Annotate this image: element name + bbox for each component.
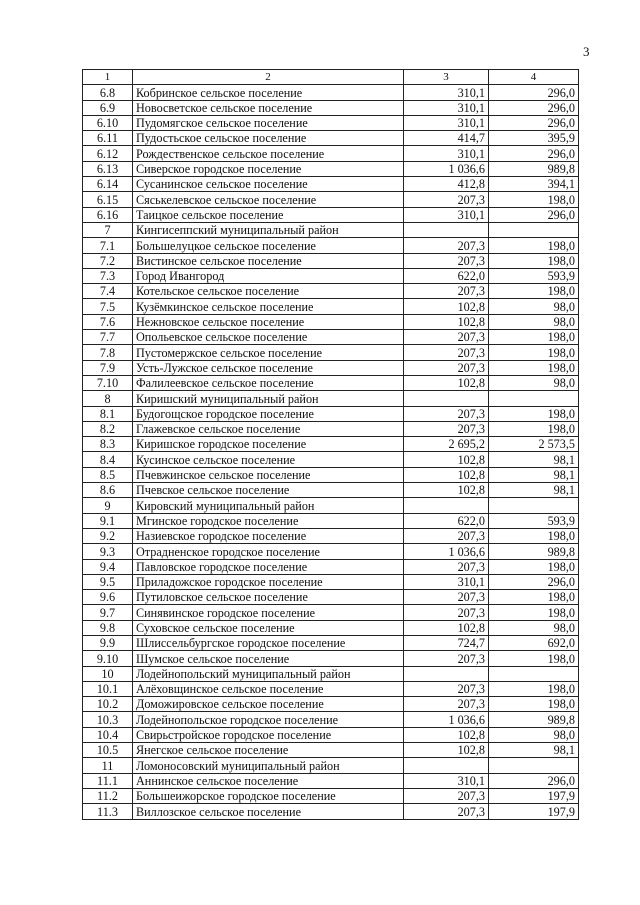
row-number-cell: 11.2 [83,788,133,803]
value-col3-cell: 207,3 [404,360,489,375]
value-col3-cell: 207,3 [404,788,489,803]
value-col4-cell: 198,0 [489,345,579,360]
settlement-name-cell: Суховское сельское поселение [133,620,404,635]
table-row [83,360,579,375]
table-row [83,375,579,390]
table-row [83,712,579,727]
table-row [83,177,579,192]
value-col3-cell: 207,3 [404,406,489,421]
settlement-name-cell: Глажевское сельское поселение [133,421,404,436]
value-col3-cell [404,666,489,681]
value-col3-cell: 310,1 [404,146,489,161]
row-number-cell: 7.10 [83,375,133,390]
row-number-cell: 9.2 [83,528,133,543]
value-col4-cell: 98,0 [489,314,579,329]
table-row [83,528,579,543]
row-number-cell: 7.1 [83,238,133,253]
table-row [83,192,579,207]
table-row [83,314,579,329]
table-row [83,284,579,299]
value-col3-cell: 207,3 [404,590,489,605]
table-header-row [83,70,579,85]
settlement-name-cell: Кингисеппский муниципальный район [133,222,404,237]
value-col3-cell: 207,3 [404,421,489,436]
value-col4-cell: 98,1 [489,483,579,498]
value-col3-cell: 102,8 [404,452,489,467]
row-number-cell: 9.10 [83,651,133,666]
value-col3-cell: 207,3 [404,651,489,666]
row-number-cell: 9 [83,498,133,513]
settlement-name-cell: Фалилеевское сельское поселение [133,375,404,390]
value-col4-cell: 98,1 [489,743,579,758]
row-number-cell: 7.9 [83,360,133,375]
value-col3-cell: 207,3 [404,345,489,360]
settlement-name-cell: Кировский муниципальный район [133,498,404,513]
row-number-cell: 9.8 [83,620,133,635]
value-col4-cell: 198,0 [489,590,579,605]
table-row [83,620,579,635]
settlement-name-cell: Новосветское сельское поселение [133,100,404,115]
row-number-cell: 10.4 [83,727,133,742]
settlement-name-cell: Лодейнопольское городское поселение [133,712,404,727]
value-col4-cell: 692,0 [489,635,579,650]
value-col4-cell: 198,0 [489,559,579,574]
table-row [83,635,579,650]
value-col4-cell: 989,8 [489,161,579,176]
value-col3-cell: 2 695,2 [404,437,489,452]
value-col4-cell: 296,0 [489,207,579,222]
value-col4-cell: 296,0 [489,85,579,100]
table-row [83,406,579,421]
value-col4-cell: 198,0 [489,697,579,712]
table-row [83,100,579,115]
row-number-cell: 6.15 [83,192,133,207]
value-col3-cell: 207,3 [404,528,489,543]
value-col3-cell: 310,1 [404,115,489,130]
settlement-name-cell: Ломоносовский муниципальный район [133,758,404,773]
settlement-name-cell: Котельское сельское поселение [133,284,404,299]
row-number-cell: 7.6 [83,314,133,329]
table-row [83,788,579,803]
value-col3-cell [404,391,489,406]
page-number: 3 [583,44,590,59]
column-header: 2 [133,70,404,85]
settlement-name-cell: Киришское городское поселение [133,437,404,452]
table-row [83,467,579,482]
value-col4-cell: 198,0 [489,330,579,345]
row-number-cell: 10.5 [83,743,133,758]
table-row [83,773,579,788]
row-number-cell: 6.13 [83,161,133,176]
value-col4-cell: 98,0 [489,375,579,390]
table-row [83,437,579,452]
table-row [83,253,579,268]
value-col3-cell: 412,8 [404,177,489,192]
value-col4-cell: 296,0 [489,146,579,161]
value-col4-cell: 593,9 [489,268,579,283]
value-col4-cell: 296,0 [489,574,579,589]
table-row [83,758,579,773]
settlement-name-cell: Путиловское сельское поселение [133,590,404,605]
value-col4-cell: 198,0 [489,528,579,543]
row-number-cell: 8.2 [83,421,133,436]
table-row [83,544,579,559]
settlement-name-cell: Вистинское сельское поселение [133,253,404,268]
table-row [83,391,579,406]
value-col4-cell: 395,9 [489,131,579,146]
row-number-cell: 9.1 [83,513,133,528]
value-col3-cell: 622,0 [404,268,489,283]
row-number-cell: 10.2 [83,697,133,712]
value-col3-cell: 310,1 [404,773,489,788]
row-number-cell: 8.5 [83,467,133,482]
value-col3-cell: 207,3 [404,192,489,207]
settlement-name-cell: Пчевское сельское поселение [133,483,404,498]
value-col3-cell: 310,1 [404,574,489,589]
value-col3-cell [404,498,489,513]
table-body [83,70,579,820]
settlement-name-cell: Сиверское городское поселение [133,161,404,176]
value-col4-cell: 296,0 [489,100,579,115]
value-col4-cell [489,222,579,237]
value-col4-cell: 198,0 [489,651,579,666]
value-col3-cell: 207,3 [404,804,489,819]
settlement-name-cell: Рождественское сельское поселение [133,146,404,161]
value-col3-cell [404,758,489,773]
row-number-cell: 7.2 [83,253,133,268]
value-col3-cell: 622,0 [404,513,489,528]
table-row [83,574,579,589]
row-number-cell: 8 [83,391,133,406]
value-col3-cell: 102,8 [404,375,489,390]
settlement-name-cell: Мгинское городское поселение [133,513,404,528]
value-col3-cell: 1 036,6 [404,161,489,176]
value-col4-cell: 197,9 [489,804,579,819]
value-col3-cell: 207,3 [404,284,489,299]
value-col4-cell: 296,0 [489,773,579,788]
row-number-cell: 10.3 [83,712,133,727]
table-row [83,115,579,130]
value-col3-cell: 207,3 [404,559,489,574]
table-row [83,345,579,360]
settlement-name-cell: Пудостьское сельское поселение [133,131,404,146]
settlement-name-cell: Большелуцкое сельское поселение [133,238,404,253]
settlement-name-cell: Кузёмкинское сельское поселение [133,299,404,314]
row-number-cell: 7.7 [83,330,133,345]
row-number-cell: 6.16 [83,207,133,222]
value-col3-cell: 102,8 [404,314,489,329]
value-col4-cell: 198,0 [489,681,579,696]
value-col4-cell: 198,0 [489,238,579,253]
value-col3-cell: 724,7 [404,635,489,650]
settlement-name-cell: Виллозское сельское поселение [133,804,404,819]
row-number-cell: 8.1 [83,406,133,421]
settlement-name-cell: Пустомержское сельское поселение [133,345,404,360]
value-col3-cell [404,222,489,237]
table-row [83,238,579,253]
settlement-name-cell: Павловское городское поселение [133,559,404,574]
table-row [83,605,579,620]
row-number-cell: 6.11 [83,131,133,146]
row-number-cell: 8.6 [83,483,133,498]
value-col4-cell [489,758,579,773]
table-row [83,727,579,742]
value-col4-cell: 198,0 [489,406,579,421]
table-row [83,513,579,528]
settlement-name-cell: Отрадненское городское поселение [133,544,404,559]
value-col4-cell [489,498,579,513]
table-row [83,222,579,237]
settlement-name-cell: Свирьстройское городское поселение [133,727,404,742]
table-row [83,161,579,176]
settlement-name-cell: Сяськелевское сельское поселение [133,192,404,207]
value-col3-cell: 102,8 [404,620,489,635]
settlement-name-cell: Янегское сельское поселение [133,743,404,758]
settlement-name-cell: Большеижорское городское поселение [133,788,404,803]
settlement-name-cell: Синявинское городское поселение [133,605,404,620]
table-row [83,452,579,467]
settlement-name-cell: Доможировское сельское поселение [133,697,404,712]
row-number-cell: 9.7 [83,605,133,620]
value-col4-cell: 98,0 [489,727,579,742]
settlement-name-cell: Киришский муниципальный район [133,391,404,406]
value-col3-cell: 1 036,6 [404,544,489,559]
settlement-name-cell: Таицкое сельское поселение [133,207,404,222]
value-col4-cell: 198,0 [489,253,579,268]
value-col3-cell: 102,8 [404,743,489,758]
row-number-cell: 11.3 [83,804,133,819]
row-number-cell: 10 [83,666,133,681]
value-col4-cell: 98,0 [489,299,579,314]
settlement-name-cell: Будогощское городское поселение [133,406,404,421]
value-col4-cell: 98,1 [489,467,579,482]
row-number-cell: 7 [83,222,133,237]
row-number-cell: 6.9 [83,100,133,115]
value-col3-cell: 310,1 [404,207,489,222]
settlement-name-cell: Аннинское сельское поселение [133,773,404,788]
value-col4-cell: 296,0 [489,115,579,130]
settlement-name-cell: Сусанинское сельское поселение [133,177,404,192]
value-col4-cell: 98,0 [489,620,579,635]
column-header: 3 [404,70,489,85]
row-number-cell: 7.3 [83,268,133,283]
value-col4-cell: 593,9 [489,513,579,528]
value-col3-cell: 102,8 [404,727,489,742]
column-header: 1 [83,70,133,85]
row-number-cell: 11 [83,758,133,773]
settlement-name-cell: Шлиссельбургское городское поселение [133,635,404,650]
table-row [83,207,579,222]
table-row [83,743,579,758]
value-col3-cell: 207,3 [404,681,489,696]
row-number-cell: 7.8 [83,345,133,360]
value-col4-cell: 197,9 [489,788,579,803]
row-number-cell: 7.5 [83,299,133,314]
settlement-name-cell: Назиевское городское поселение [133,528,404,543]
settlement-name-cell: Шумское сельское поселение [133,651,404,666]
value-col3-cell: 414,7 [404,131,489,146]
value-col4-cell: 198,0 [489,284,579,299]
value-col4-cell [489,666,579,681]
settlement-name-cell: Нежновское сельское поселение [133,314,404,329]
value-col3-cell: 207,3 [404,330,489,345]
settlement-name-cell: Кусинское сельское поселение [133,452,404,467]
settlement-name-cell: Пудомягское сельское поселение [133,115,404,130]
value-col4-cell: 198,0 [489,192,579,207]
value-col4-cell: 989,8 [489,712,579,727]
row-number-cell: 9.6 [83,590,133,605]
settlement-name-cell: Опольевское сельское поселение [133,330,404,345]
row-number-cell: 9.5 [83,574,133,589]
row-number-cell: 6.10 [83,115,133,130]
row-number-cell: 9.3 [83,544,133,559]
table-row [83,421,579,436]
value-col3-cell: 207,3 [404,605,489,620]
value-col3-cell: 207,3 [404,238,489,253]
value-col4-cell [489,391,579,406]
table-row [83,666,579,681]
value-col4-cell: 198,0 [489,605,579,620]
table-row [83,131,579,146]
table-row [83,590,579,605]
settlement-name-cell: Приладожское городское поселение [133,574,404,589]
value-col3-cell: 207,3 [404,697,489,712]
value-col4-cell: 198,0 [489,360,579,375]
table-row [83,559,579,574]
value-col4-cell: 198,0 [489,421,579,436]
table-row [83,651,579,666]
table-row [83,146,579,161]
row-number-cell: 11.1 [83,773,133,788]
table-row [83,268,579,283]
settlement-name-cell: Пчевжинское сельское поселение [133,467,404,482]
table-row [83,804,579,819]
row-number-cell: 9.9 [83,635,133,650]
row-number-cell: 9.4 [83,559,133,574]
value-col4-cell: 98,1 [489,452,579,467]
row-number-cell: 6.14 [83,177,133,192]
value-col4-cell: 989,8 [489,544,579,559]
value-col3-cell: 310,1 [404,100,489,115]
table-row [83,483,579,498]
value-col3-cell: 102,8 [404,299,489,314]
table-row [83,299,579,314]
table-row [83,681,579,696]
row-number-cell: 6.12 [83,146,133,161]
settlement-name-cell: Город Ивангород [133,268,404,283]
settlement-name-cell: Усть-Лужское сельское поселение [133,360,404,375]
value-col3-cell: 207,3 [404,253,489,268]
value-col3-cell: 102,8 [404,467,489,482]
row-number-cell: 6.8 [83,85,133,100]
table-row [83,498,579,513]
settlement-name-cell: Алёховщинское сельское поселение [133,681,404,696]
table-row [83,330,579,345]
row-number-cell: 8.4 [83,452,133,467]
value-col3-cell: 310,1 [404,85,489,100]
value-col4-cell: 2 573,5 [489,437,579,452]
row-number-cell: 7.4 [83,284,133,299]
settlement-name-cell: Лодейнопольский муниципальный район [133,666,404,681]
table-row [83,697,579,712]
column-header: 4 [489,70,579,85]
data-table [82,69,579,820]
settlement-name-cell: Кобринское сельское поселение [133,85,404,100]
row-number-cell: 10.1 [83,681,133,696]
table-row [83,85,579,100]
value-col3-cell: 102,8 [404,483,489,498]
row-number-cell: 8.3 [83,437,133,452]
value-col3-cell: 1 036,6 [404,712,489,727]
value-col4-cell: 394,1 [489,177,579,192]
